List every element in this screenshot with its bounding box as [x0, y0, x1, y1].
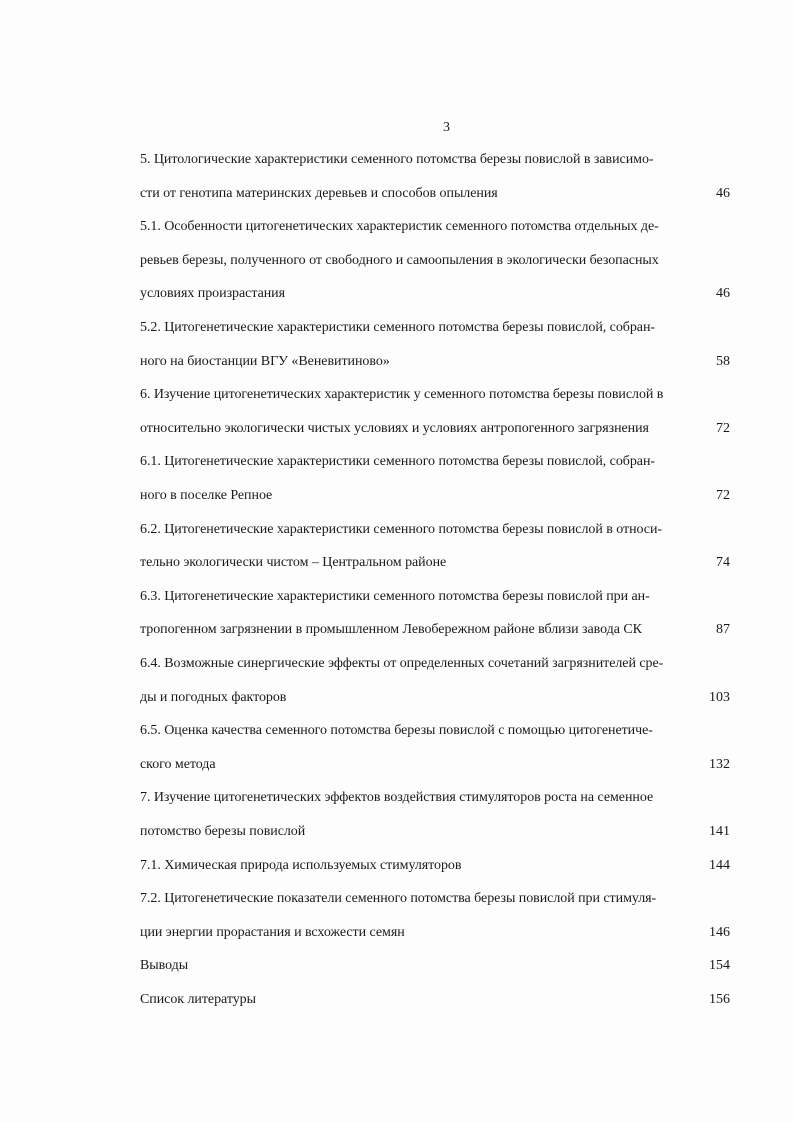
toc-entry-line: ревьев березы, полученного от свободного и самоопыления в экологически безопасных [140, 252, 659, 268]
toc-entry-line: 6. Изучение цитогенетических характеристик у семенного потомства березы повислой в [140, 387, 664, 403]
toc-entry-line: Список литературы [140, 992, 256, 1007]
toc-entry-line: условиях произрастания [140, 286, 286, 302]
toc-entry-line: ного на биостанции ВГУ «Веневитиново» [140, 353, 390, 369]
toc-entry-line: ного в поселке Репное [140, 488, 273, 503]
toc-entry-line: 6.4. Возможные синергические эффекты от определенных сочетаний загрязнителей сре- [140, 656, 664, 671]
toc-entry-line: 6.2. Цитогенетические характеристики семенного потомства березы повислой в относи- [140, 521, 663, 537]
toc-entry-page: 72 [716, 420, 730, 436]
toc-entry-line: 5. Цитологические характеристики семенного потомства березы повислой в зависимо- [140, 152, 654, 167]
toc-entry-page: 141 [709, 824, 730, 839]
toc-entry-line: 7.2. Цитогенетические показатели семенного потомства березы повислой при стимуля- [140, 891, 657, 907]
toc-entry-line: 7.1. Химическая природа используемых стимуляторов [140, 857, 462, 873]
toc-entry-page: 87 [716, 622, 730, 638]
toc-entry-page: 103 [709, 689, 730, 705]
page-number: 3 [443, 120, 450, 135]
toc-entry-line: относительно экологически чистых условиях и условиях антропогенного загрязнения [140, 420, 649, 436]
toc-entry-line: Выводы [140, 958, 189, 974]
toc-entry-line: сти от генотипа материнских деревьев и способов опыления [140, 185, 498, 201]
toc-entry-line: тропогенном загрязнении в промышленном Левобережном районе вблизи завода СК [140, 622, 642, 638]
toc-entry-line: 6.3. Цитогенетические характеристики семенного потомства березы повислой при ан- [140, 588, 650, 604]
toc-entry-line: 6.1. Цитогенетические характеристики семенного потомства березы повислой, собран- [140, 454, 656, 470]
toc-entry-line: ции энергии прорастания и всхожести семян [140, 924, 405, 940]
toc-entry-page: 72 [716, 488, 730, 503]
toc-entry-line: 6.5. Оценка качества семенного потомства березы повислой с помощью цитогенетиче- [140, 723, 653, 739]
toc-entry-page: 144 [709, 857, 730, 873]
toc-entry-line: 7. Изучение цитогенетических эффектов воздействия стимуляторов роста на семенное [140, 790, 654, 806]
toc-entry-line: ского метода [140, 756, 216, 772]
toc-entry-page: 154 [709, 958, 730, 974]
toc-entry-page: 58 [716, 353, 730, 369]
toc-entry-line: 5.2. Цитогенетические характеристики семенного потомства березы повислой, собран- [140, 320, 656, 335]
toc-entry-line: тельно экологически чистом – Центральном районе [140, 555, 447, 571]
toc-entry-page: 46 [716, 185, 730, 201]
toc-entry-line: 5.1. Особенности цитогенетических характеристик семенного потомства отдельных де- [140, 219, 659, 235]
toc-entry-page: 156 [709, 992, 730, 1007]
toc-entry-page: 46 [716, 286, 730, 302]
toc-entry-page: 132 [709, 756, 730, 772]
toc-entry-line: потомство березы повислой [140, 824, 306, 839]
toc-entry-page: 146 [709, 924, 730, 940]
toc-entry-page: 74 [716, 555, 730, 571]
toc-entry-line: ды и погодных факторов [140, 689, 287, 705]
